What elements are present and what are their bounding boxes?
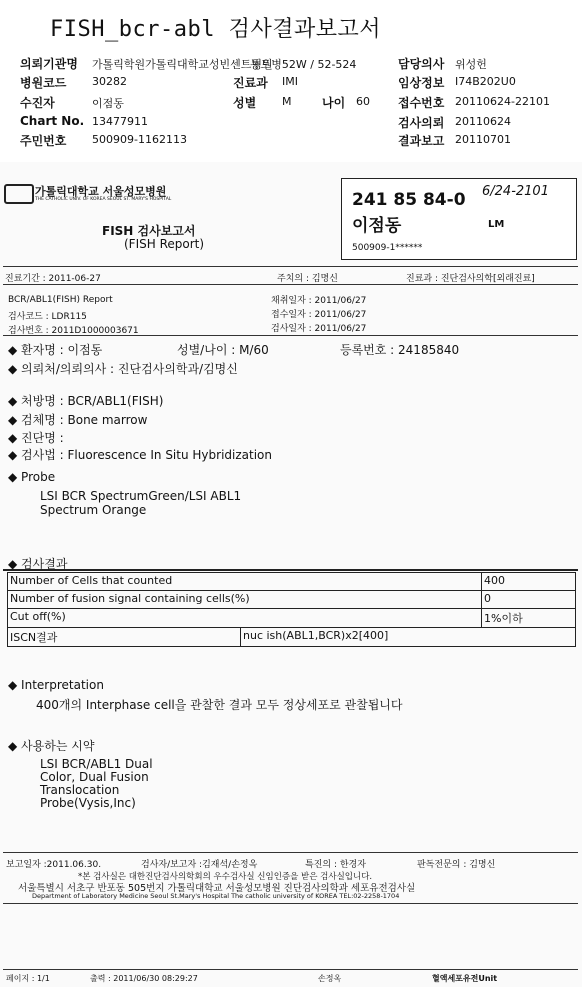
hospital-name: 가톨릭대학교 서울성모병원: [35, 185, 167, 198]
reagent-line-2: Color, Dual Fusion: [40, 770, 149, 784]
interpretation-heading: ◆ Interpretation: [8, 678, 104, 692]
value-patient: 이점동: [92, 97, 124, 110]
result-value: 400: [482, 573, 576, 591]
label-attending-doctor: 담당의사: [398, 57, 445, 71]
reagent-heading: ◆ 사용하는 시약: [8, 739, 95, 753]
test-number: 검사번호 : 2011D1000003671: [8, 326, 139, 336]
divider: [3, 266, 578, 267]
label-test-request: 검사의뢰: [398, 116, 445, 130]
iscn-label: ISCN결과: [8, 628, 241, 647]
reagent-line-4: Probe(Vysis,Inc): [40, 796, 136, 810]
value-hospital-code: 30282: [92, 75, 127, 88]
certification-note: *본 검사실은 대한진단검사의학회의 우수검사실 신임인증을 받은 검사실입니다.: [78, 872, 373, 882]
report-title: FISH 검사보고서: [102, 224, 196, 238]
patient-name: ◆ 환자명 : 이점동: [8, 343, 103, 357]
unit-name: 혈액세포유전Unit: [432, 974, 498, 983]
report-title-en: (FISH Report): [124, 237, 205, 251]
label-receipt-number: 접수번호: [398, 96, 445, 110]
value-age: 60: [356, 95, 370, 108]
test-date: 검사일자 : 2011/06/27: [271, 324, 367, 334]
label-hospital-code: 병원코드: [20, 76, 67, 90]
label-result-report: 결과보고: [398, 134, 445, 148]
value-sex: M: [282, 95, 292, 108]
interpretation-text: 400개의 Interphase cell을 관찰한 결과 모두 정상세포로 관찰됩니다: [36, 698, 403, 712]
value-clinical-info: I74B202U0: [455, 75, 516, 88]
reading-specialist: 판독전문의 : 김명신: [417, 860, 496, 870]
order-name: ◆ 처방명 : BCR/ABL1(FISH): [8, 394, 164, 408]
value-department: IMI: [282, 75, 298, 88]
physician: 주치의 : 김명신: [277, 274, 338, 284]
label-clinical-info: 임상정보: [398, 76, 445, 90]
test-code: 검사코드 : LDR115: [8, 312, 87, 322]
iscn-value: nuc ish(ABL1,BCR)x2[400]: [241, 628, 576, 647]
requester: ◆ 의뢰처/의뢰의사 : 진단검사의학과/김명신: [8, 362, 238, 376]
divider: [3, 335, 578, 336]
test-method: ◆ 검사법 : Fluorescence In Situ Hybridization: [8, 448, 272, 462]
value-requesting-institution: 가톨릭학원가톨릭대학교성빈센트병원: [92, 58, 273, 71]
divider: [3, 852, 578, 853]
label-patient: 수진자: [20, 96, 55, 110]
value-chart-no: 13477911: [92, 115, 148, 128]
value-test-request: 20110624: [455, 115, 511, 128]
stamp-handwriting: 6/24-2101: [482, 184, 549, 199]
value-attending-doctor: 위성헌: [455, 58, 487, 71]
label-requesting-institution: 의뢰기관명: [20, 57, 78, 71]
result-table: [7, 572, 576, 647]
divider: [3, 969, 578, 970]
lab-address: 서울특별시 서초구 반포동 505번지 가톨릭대학교 서울성모병원 진단검사의학과 세포유전검사실: [18, 883, 416, 894]
registration-number: 등록번호 : 24185840: [340, 343, 460, 357]
divider: [3, 569, 578, 571]
hospital-subtitle: THE CATHOLIC UNIV. OF KOREA SEOUL ST. MARY'S HOSPITAL: [35, 197, 172, 202]
table-row: [8, 573, 576, 591]
result-value: 0: [482, 591, 576, 609]
page-number: 페이지 : 1/1: [6, 974, 50, 983]
stamp-id: 500909-1******: [352, 243, 423, 253]
print-time: 출력 : 2011/06/30 08:29:27: [90, 974, 198, 983]
examiner: 검사자/보고자 :김재석/손정옥: [141, 860, 258, 870]
table-row: [8, 609, 576, 628]
label-sex: 성별: [233, 96, 257, 110]
lab-address-en: Department of Laboratory Medicine Seoul St.Mary's Hospital The catholic university of KOREA TEL:02-2258-1704: [32, 892, 400, 900]
value-receipt-number: 20110624-22101: [455, 95, 550, 108]
probe-line-1: LSI BCR SpectrumGreen/LSI ABL1: [40, 489, 242, 503]
value-result-report: 20110701: [455, 133, 511, 146]
label-resident-no: 주민번호: [20, 134, 67, 148]
label-department: 진료과: [233, 76, 268, 90]
table-row: [8, 591, 576, 609]
result-value: 1%이하: [482, 609, 576, 628]
value-ward: 동트병52W / 52-524: [250, 58, 357, 71]
report-header: [0, 0, 582, 160]
divider: [3, 903, 578, 904]
visit-date: 진료기간 : 2011-06-27: [5, 274, 101, 284]
test-name: BCR/ABL1(FISH) Report: [8, 295, 113, 305]
printed-by: 손정옥: [318, 974, 342, 983]
report-date: 보고일자 :2011.06.30.: [6, 860, 102, 870]
probe-line-2: Spectrum Orange: [40, 503, 147, 517]
label-age: 나이: [322, 96, 346, 110]
reagent-line-3: Translocation: [40, 783, 120, 797]
stamp-number: 241 85 84-0: [352, 190, 466, 210]
result-name: Number of fusion signal containing cells(%): [8, 591, 482, 609]
divider: [3, 284, 578, 285]
result-heading: ◆ 검사결과: [8, 557, 68, 571]
hospital-logo-icon: [4, 184, 34, 204]
reagent-line-1: LSI BCR/ABL1 Dual: [40, 757, 153, 771]
value-resident-no: 500909-1162113: [92, 133, 187, 146]
probe-heading: ◆ Probe: [8, 470, 56, 484]
stamp-lm: LM: [488, 219, 505, 230]
collect-date: 채취일자 : 2011/06/27: [271, 296, 367, 306]
table-row: [8, 628, 576, 647]
specimen: ◆ 검체명 : Bone marrow: [8, 413, 148, 427]
diagnosis: ◆ 진단명 :: [8, 431, 64, 445]
result-name: Number of Cells that counted: [8, 573, 482, 591]
sex-age: 성별/나이 : M/60: [177, 343, 269, 357]
specialist: 특진의 : 한경자: [305, 860, 366, 870]
label-chart-no: Chart No.: [20, 114, 85, 128]
result-name: Cut off(%): [8, 609, 482, 628]
visit-department: 진료과 : 진단검사의학[외래진료]: [406, 274, 535, 284]
stamp-name: 이점동: [352, 216, 402, 236]
page-title: FISH_bcr-abl 검사결과보고서: [50, 17, 381, 42]
receipt-date: 접수일자 : 2011/06/27: [271, 310, 367, 320]
